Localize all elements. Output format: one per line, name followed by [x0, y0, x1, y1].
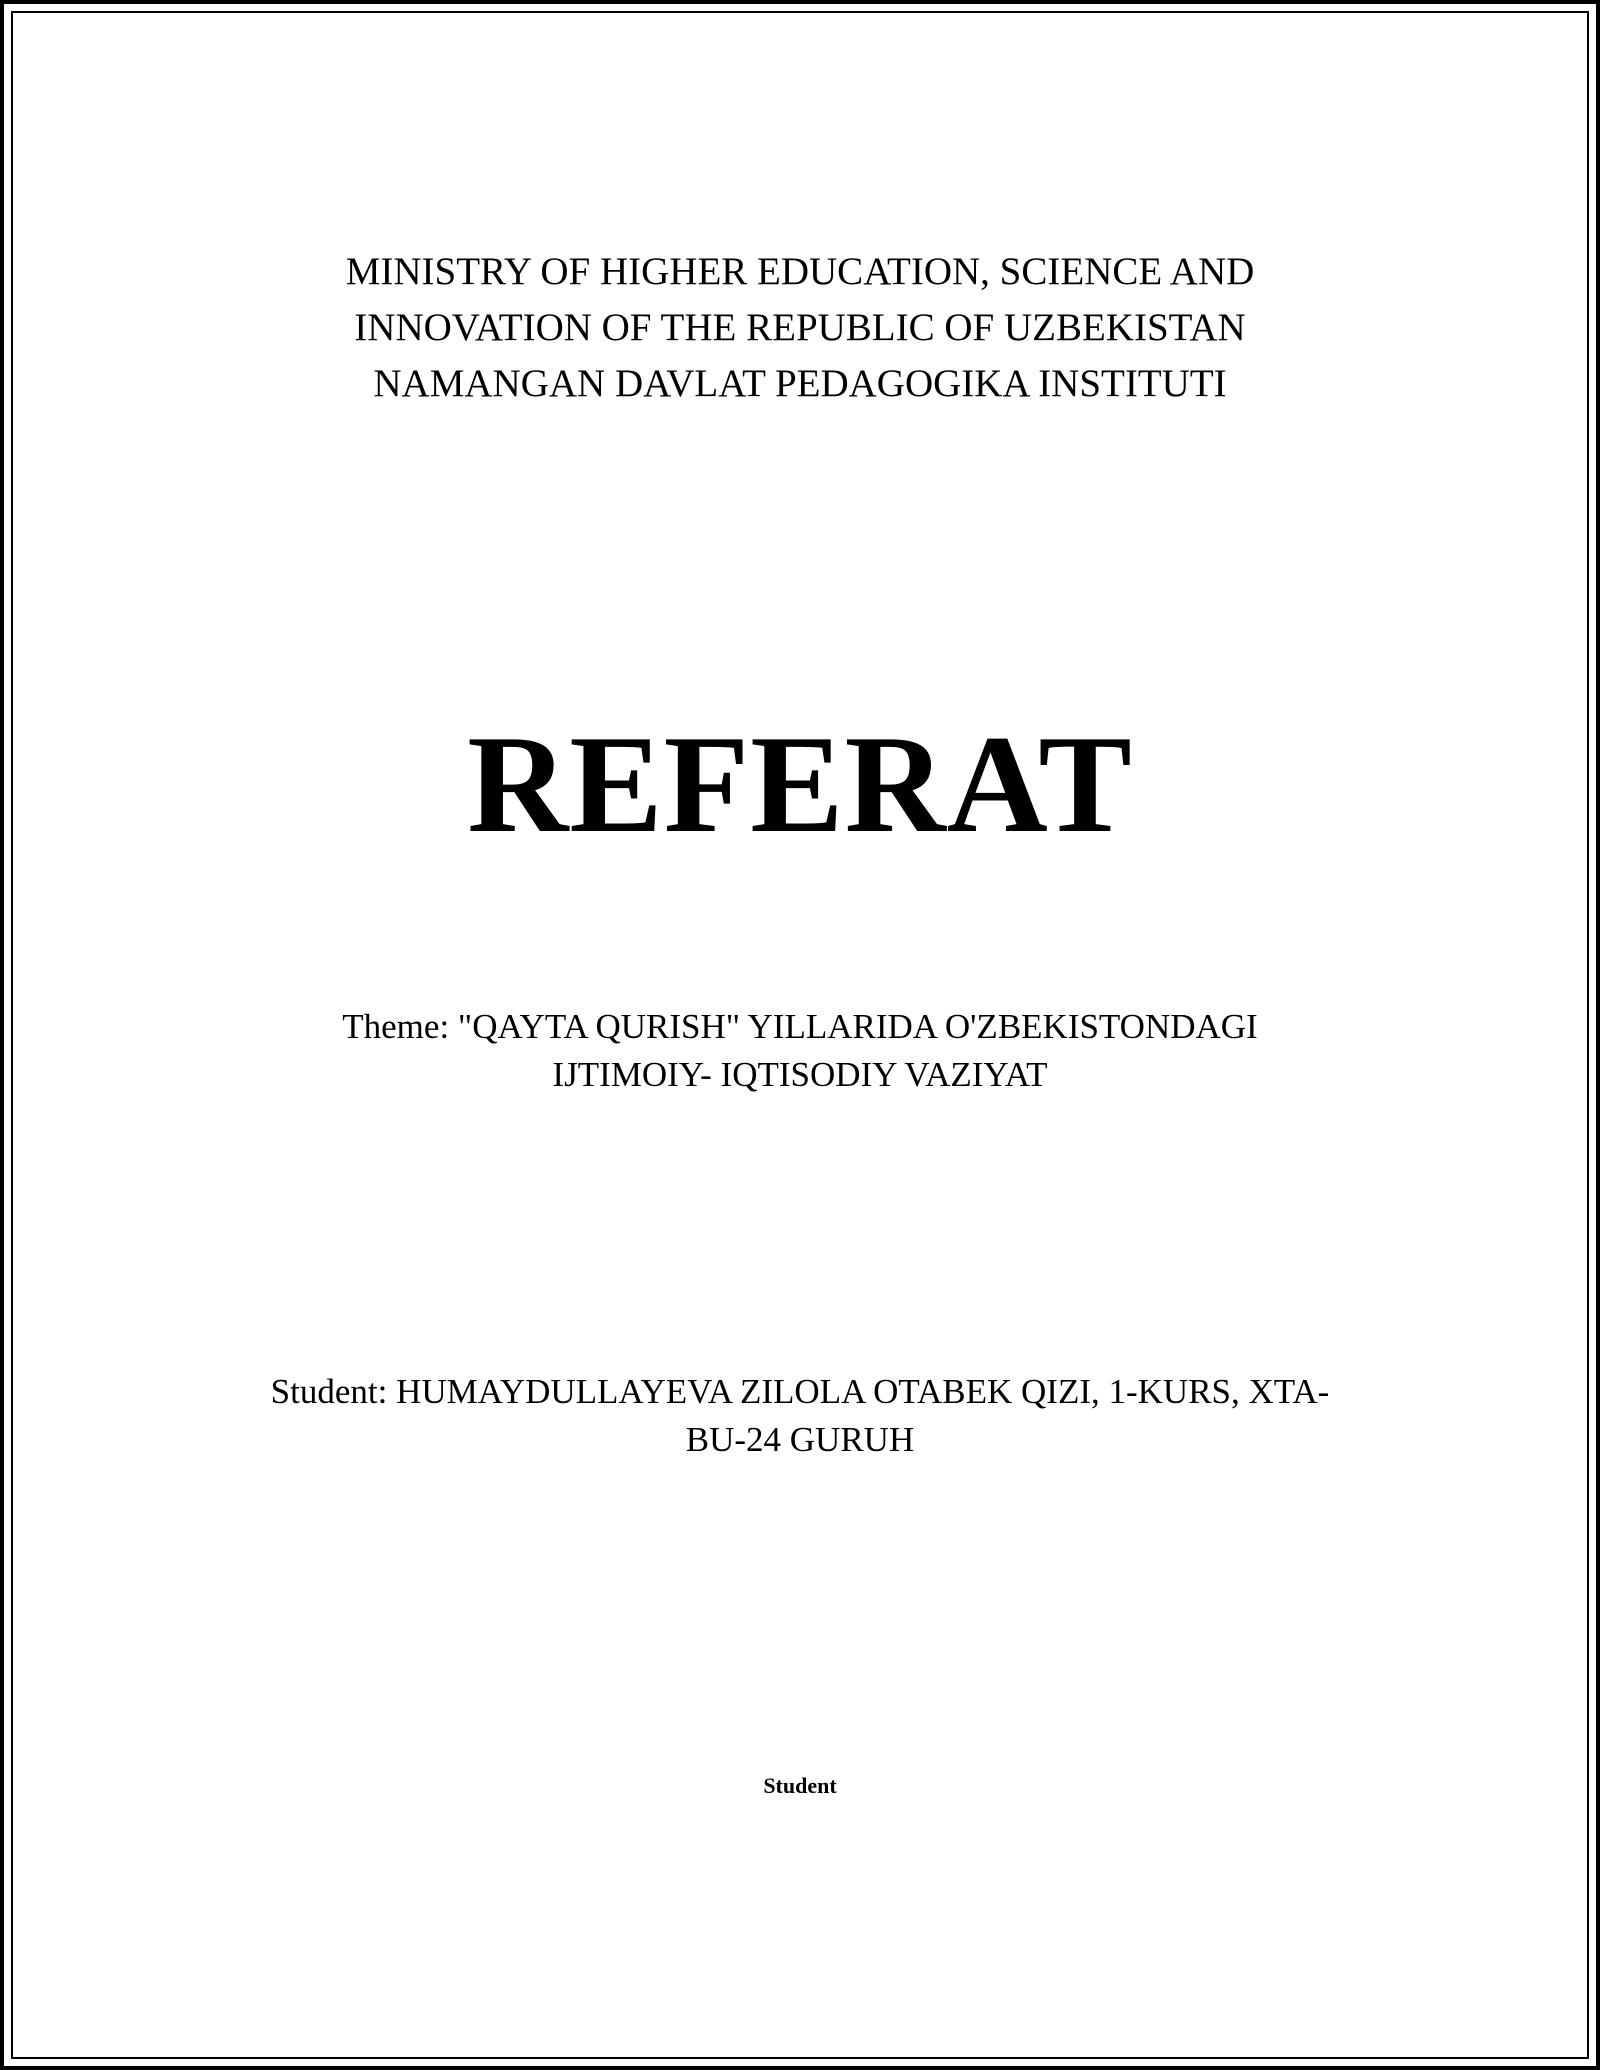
theme-block — [0, 1003, 1600, 1099]
ministry-line-1: MINISTRY OF HIGHER EDUCATION, SCIENCE AND — [345, 250, 1255, 293]
ministry-header — [0, 244, 1600, 412]
student-line-1: Student: HUMAYDULLAYEVA ZILOLA OTABEK QIZI, 1-KURS, XTA- — [270, 1372, 1330, 1411]
theme-line-2: IJTIMOIY- IQTISODIY VAZIYAT — [552, 1055, 1048, 1094]
student-line-2: BU-24 GURUH — [685, 1420, 915, 1459]
student-label: Student — [763, 1773, 837, 1798]
theme-line-1: Theme: "QAYTA QURISH" YILLARIDA O'ZBEKISTONDAGI — [342, 1007, 1258, 1046]
ministry-line-2: INNOVATION OF THE REPUBLIC OF UZBEKISTAN — [354, 306, 1246, 349]
document-title: REFERAT — [467, 707, 1133, 862]
institute-name: NAMANGAN DAVLAT PEDAGOGIKA INSTITUTI — [373, 362, 1227, 405]
student-info — [0, 1368, 1600, 1464]
